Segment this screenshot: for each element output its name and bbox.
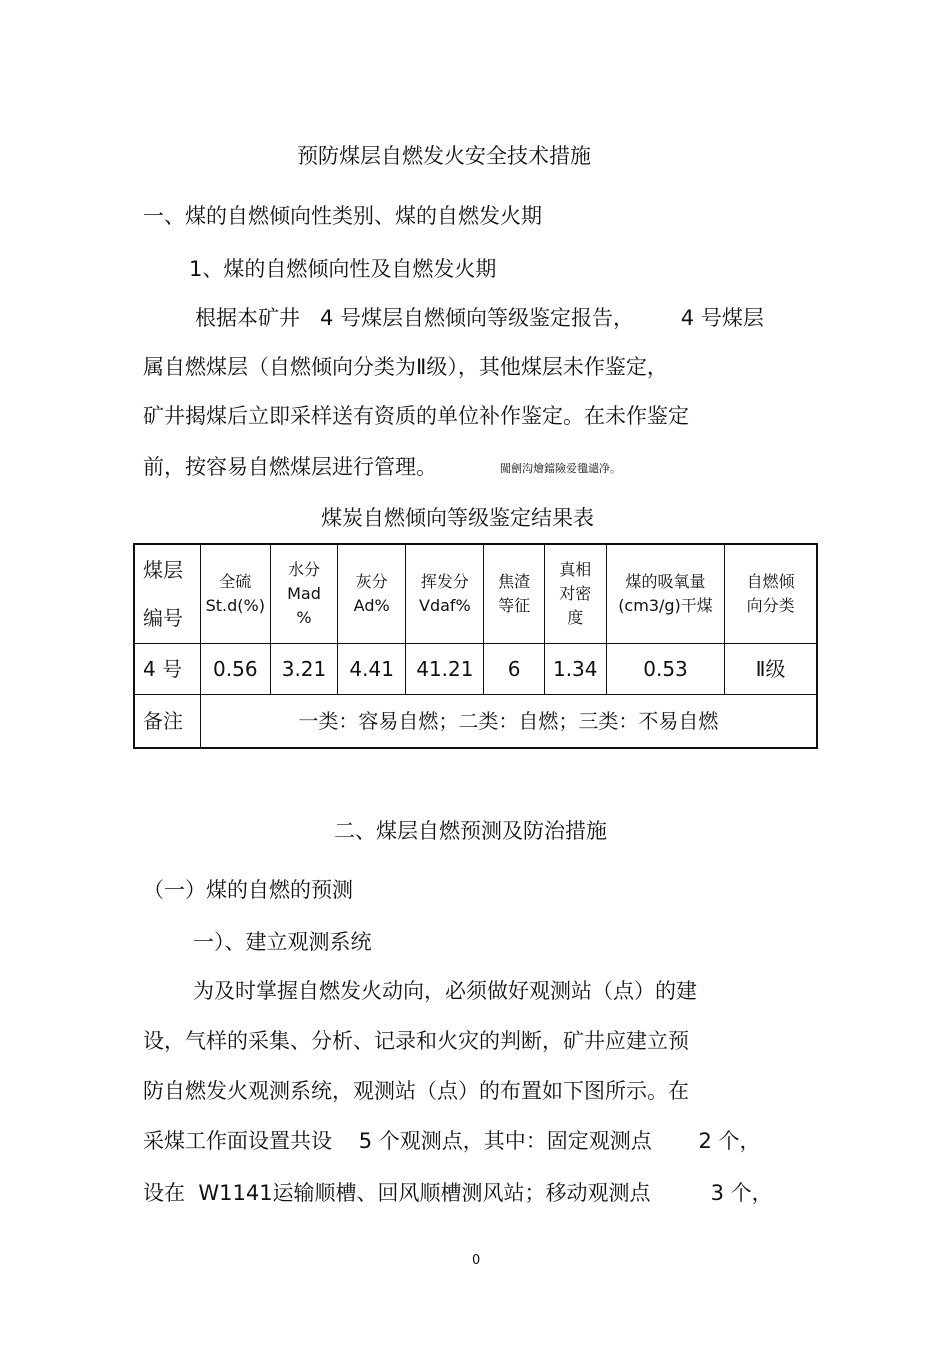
- section1-para-line-1: 根据本矿井 4 号煤层自燃倾向等级鉴定报告， 4 号煤层: [195, 306, 764, 330]
- section2-para-line-5: 设在 W1141运输顺槽、回风顺槽测风站；移动观测点 3 个，: [143, 1181, 773, 1205]
- header-spontaneous-class: 自燃倾 向分类: [725, 544, 817, 644]
- section1-para-line-3: 矿井揭煤后立即采样送有资质的单位补作鉴定。在未作鉴定: [143, 404, 689, 428]
- cell-seam-id: 4 号: [134, 644, 200, 695]
- cell-moisture: 3.21: [270, 644, 337, 695]
- section1-para-line-2: 属自燃煤层（自燃倾向分类为Ⅱ级），其他煤层未作鉴定，: [143, 355, 668, 379]
- cell-coke-residue: 6: [484, 644, 544, 695]
- note-label: 备注: [134, 695, 200, 749]
- section2-para-line-2: 设，气样的采集、分析、记录和火灾的判断，矿井应建立预: [143, 1029, 689, 1053]
- cell-true-density: 1.34: [544, 644, 606, 695]
- section2-para-line-1: 为及时掌握自燃发火动向，必须做好观测站（点）的建: [193, 979, 697, 1003]
- note-text: 一类：容易自燃；二类：自燃；三类：不易自燃: [200, 695, 817, 749]
- header-volatile: 挥发分 Vdaf%: [406, 544, 484, 644]
- page-number: 0: [472, 1253, 481, 1268]
- cell-total-sulfur: 0.56: [200, 644, 270, 695]
- section2-para-line-4: 采煤工作面设置共设 5 个观测点，其中：固定观测点 2 个，: [143, 1129, 761, 1153]
- header-moisture: 水分 Mad %: [270, 544, 337, 644]
- header-coal-seam-id: 煤层 编号: [134, 544, 200, 644]
- section1-subheading: 1、煤的自燃倾向性及自燃发火期: [189, 257, 497, 281]
- cell-oxygen-absorption: 0.53: [606, 644, 724, 695]
- header-ash: 灰分 Ad%: [338, 544, 406, 644]
- table-row: [134, 644, 817, 695]
- header-true-density: 真相 对密 度: [544, 544, 606, 644]
- cell-ash: 4.41: [338, 644, 406, 695]
- section2-subheading-1: （一）煤的自燃的预测: [143, 878, 353, 902]
- section2-para-line-3: 防自燃发火观测系统，观测站（点）的布置如下图所示。在: [143, 1079, 689, 1103]
- section2-heading: 二、煤层自燃预测及防治措施: [334, 819, 607, 843]
- cell-volatile: 41.21: [406, 644, 484, 695]
- result-table: [133, 543, 818, 749]
- section2-subheading-2: 一）、建立观测系统: [193, 930, 372, 954]
- section1-para-line-4: 前，按容易自燃煤层进行管理。: [143, 455, 437, 479]
- cell-spontaneous-class: Ⅱ级: [725, 644, 817, 695]
- header-oxygen-absorption: 煤的吸氧量 (cm3/g)干煤: [606, 544, 724, 644]
- table-caption: 煤炭自燃倾向等级鉴定结果表: [321, 506, 594, 530]
- table-header-row: [134, 544, 817, 644]
- section1-heading: 一、煤的自燃倾向性类别、煤的自燃发火期: [143, 204, 542, 228]
- header-total-sulfur: 全硫 St.d(%): [200, 544, 270, 644]
- header-coke-residue: 焦渣 等征: [484, 544, 544, 644]
- garbled-text: 闖劊沟燴鐺險爱氇谴净。: [500, 462, 621, 475]
- table-note-row: [134, 695, 817, 749]
- doc-title: 预防煤层自燃发火安全技术措施: [297, 144, 591, 168]
